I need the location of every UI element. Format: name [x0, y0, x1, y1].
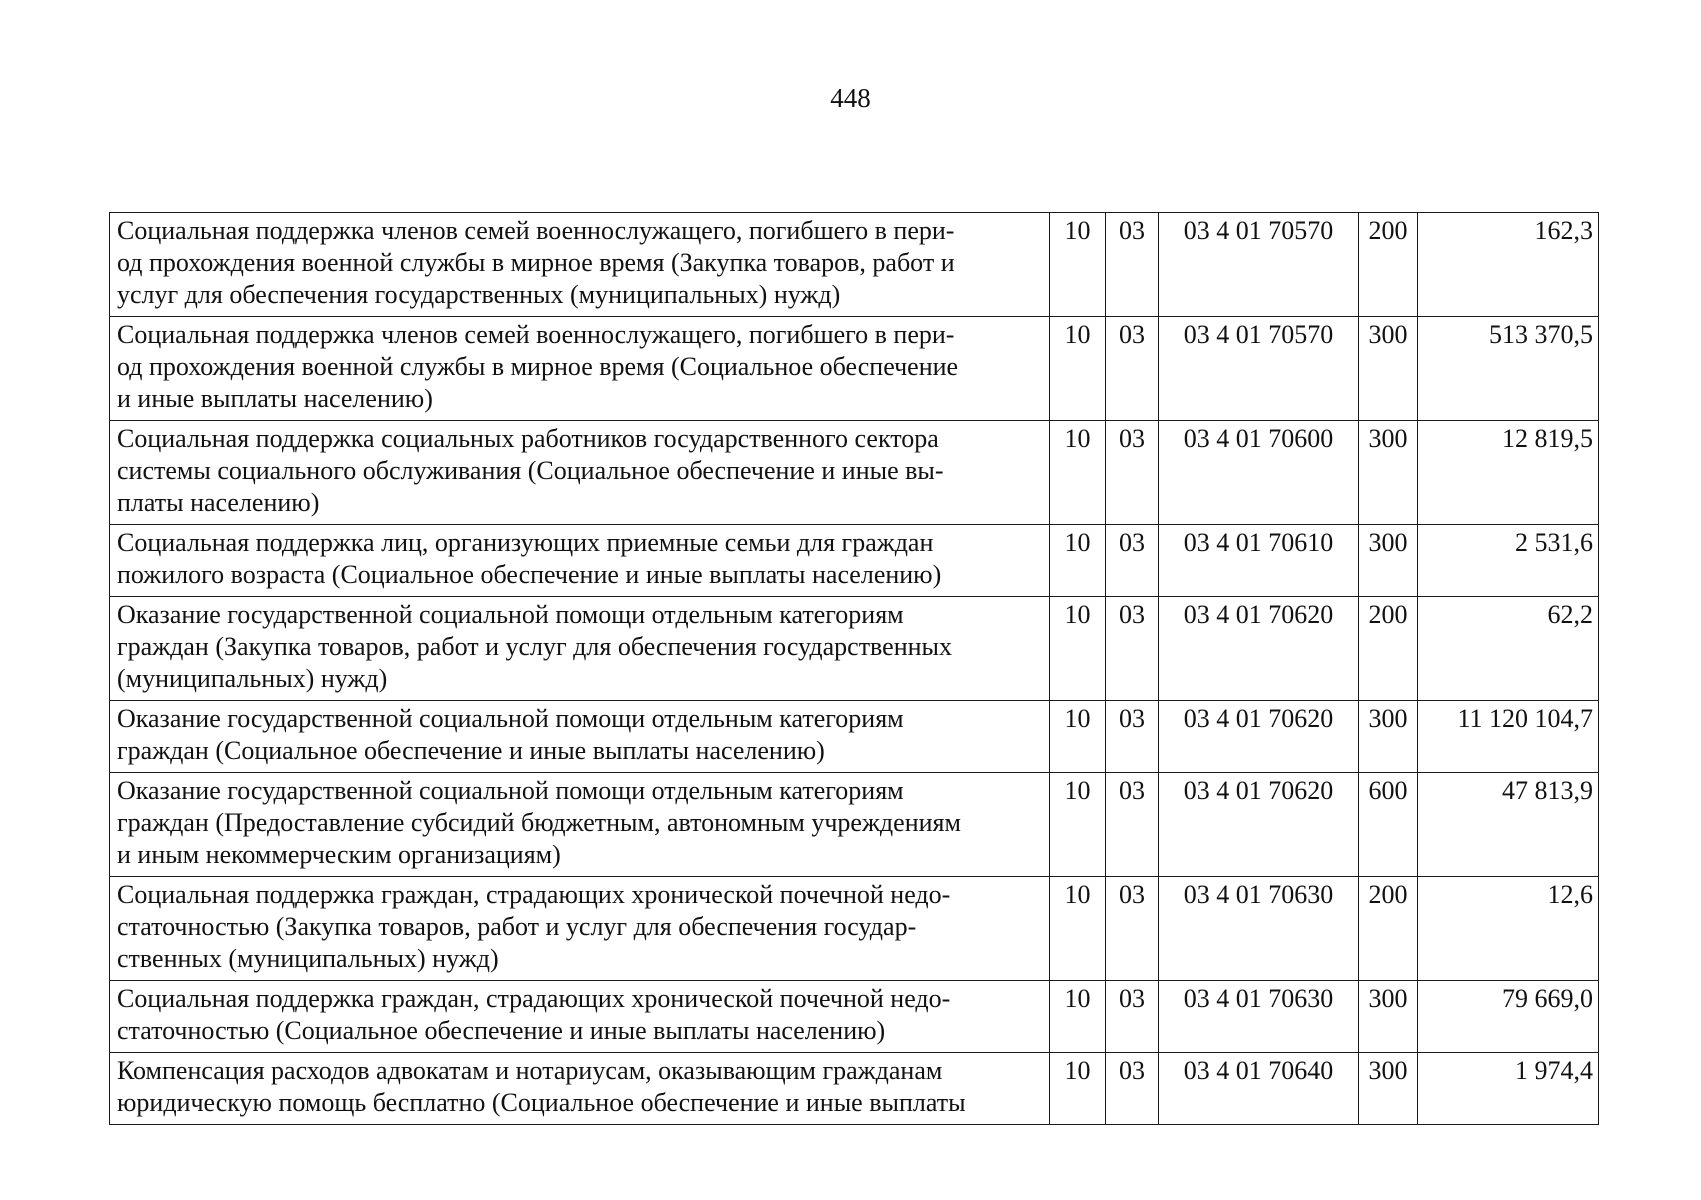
- row-amount: 1 974,4: [1418, 1053, 1599, 1125]
- row-subsection-code: 03: [1106, 317, 1159, 421]
- row-amount: 2 531,6: [1418, 525, 1599, 597]
- row-target-article-code: 03 4 01 70620: [1159, 773, 1359, 877]
- table-row: [110, 981, 1599, 1053]
- table-row: [110, 877, 1599, 981]
- row-expense-type-code: 300: [1359, 525, 1418, 597]
- row-description: Социальная поддержка граждан, страдающих хронической почечной недо- статочностью (Закупка товаров, работ и услуг для обеспечения государ- ственных (муниципальных) нужд): [110, 877, 1050, 981]
- row-description: Социальная поддержка членов семей военнослужащего, погибшего в пери- од прохождения военной службы в мирное время (Социальное обеспечение и иные выплаты населению): [110, 317, 1050, 421]
- row-section-code: 10: [1050, 981, 1106, 1053]
- row-expense-type-code: 200: [1359, 877, 1418, 981]
- row-section-code: 10: [1050, 1053, 1106, 1125]
- row-description: Социальная поддержка социальных работников государственного сектора системы социального обслуживания (Социальное обеспечение и иные вы- платы населению): [110, 421, 1050, 525]
- row-expense-type-code: 200: [1359, 597, 1418, 701]
- row-section-code: 10: [1050, 773, 1106, 877]
- row-expense-type-code: 600: [1359, 773, 1418, 877]
- row-description: Оказание государственной социальной помощи отдельным категориям граждан (Закупка товаров, работ и услуг для обеспечения государственных (муниципальных) нужд): [110, 597, 1050, 701]
- row-expense-type-code: 300: [1359, 317, 1418, 421]
- row-amount: 79 669,0: [1418, 981, 1599, 1053]
- table-row: [110, 701, 1599, 773]
- row-subsection-code: 03: [1106, 213, 1159, 317]
- row-section-code: 10: [1050, 421, 1106, 525]
- row-description: Компенсация расходов адвокатам и нотариусам, оказывающим гражданам юридическую помощь бесплатно (Социальное обеспечение и иные выплаты: [110, 1053, 1050, 1125]
- row-subsection-code: 03: [1106, 701, 1159, 773]
- row-amount: 12,6: [1418, 877, 1599, 981]
- row-amount: 162,3: [1418, 213, 1599, 317]
- row-subsection-code: 03: [1106, 421, 1159, 525]
- row-expense-type-code: 300: [1359, 981, 1418, 1053]
- row-description: Оказание государственной социальной помощи отдельным категориям граждан (Социальное обеспечение и иные выплаты населению): [110, 701, 1050, 773]
- row-target-article-code: 03 4 01 70630: [1159, 981, 1359, 1053]
- row-target-article-code: 03 4 01 70610: [1159, 525, 1359, 597]
- row-target-article-code: 03 4 01 70640: [1159, 1053, 1359, 1125]
- table-row: [110, 1053, 1599, 1125]
- budget-table: [109, 212, 1599, 1125]
- row-section-code: 10: [1050, 597, 1106, 701]
- table-row: [110, 525, 1599, 597]
- row-expense-type-code: 300: [1359, 701, 1418, 773]
- row-subsection-code: 03: [1106, 525, 1159, 597]
- row-target-article-code: 03 4 01 70620: [1159, 597, 1359, 701]
- row-expense-type-code: 200: [1359, 213, 1418, 317]
- row-description: Оказание государственной социальной помощи отдельным категориям граждан (Предоставление субсидий бюджетным, автономным учреждениям и иным некоммерческим организациям): [110, 773, 1050, 877]
- row-section-code: 10: [1050, 701, 1106, 773]
- table-row: [110, 421, 1599, 525]
- row-subsection-code: 03: [1106, 1053, 1159, 1125]
- row-target-article-code: 03 4 01 70570: [1159, 213, 1359, 317]
- row-amount: 62,2: [1418, 597, 1599, 701]
- table-row: [110, 597, 1599, 701]
- row-subsection-code: 03: [1106, 773, 1159, 877]
- row-section-code: 10: [1050, 213, 1106, 317]
- row-target-article-code: 03 4 01 70570: [1159, 317, 1359, 421]
- row-target-article-code: 03 4 01 70600: [1159, 421, 1359, 525]
- row-amount: 47 813,9: [1418, 773, 1599, 877]
- row-description: Социальная поддержка граждан, страдающих хронической почечной недо- статочностью (Социальное обеспечение и иные выплаты населению): [110, 981, 1050, 1053]
- row-subsection-code: 03: [1106, 597, 1159, 701]
- row-expense-type-code: 300: [1359, 421, 1418, 525]
- row-amount: 11 120 104,7: [1418, 701, 1599, 773]
- page-number: 448: [830, 83, 871, 113]
- row-section-code: 10: [1050, 317, 1106, 421]
- row-section-code: 10: [1050, 525, 1106, 597]
- table-row: [110, 317, 1599, 421]
- row-description: Социальная поддержка членов семей военнослужащего, погибшего в пери- од прохождения военной службы в мирное время (Закупка товаров, работ и услуг для обеспечения государственных (муниципальных) нужд): [110, 213, 1050, 317]
- table-row: [110, 773, 1599, 877]
- row-amount: 12 819,5: [1418, 421, 1599, 525]
- row-subsection-code: 03: [1106, 981, 1159, 1053]
- row-target-article-code: 03 4 01 70620: [1159, 701, 1359, 773]
- row-expense-type-code: 300: [1359, 1053, 1418, 1125]
- row-section-code: 10: [1050, 877, 1106, 981]
- row-target-article-code: 03 4 01 70630: [1159, 877, 1359, 981]
- row-description: Социальная поддержка лиц, организующих приемные семьи для граждан пожилого возраста (Социальное обеспечение и иные выплаты населению): [110, 525, 1050, 597]
- row-subsection-code: 03: [1106, 877, 1159, 981]
- budget-table-body: [110, 213, 1599, 1125]
- row-amount: 513 370,5: [1418, 317, 1599, 421]
- table-row: [110, 213, 1599, 317]
